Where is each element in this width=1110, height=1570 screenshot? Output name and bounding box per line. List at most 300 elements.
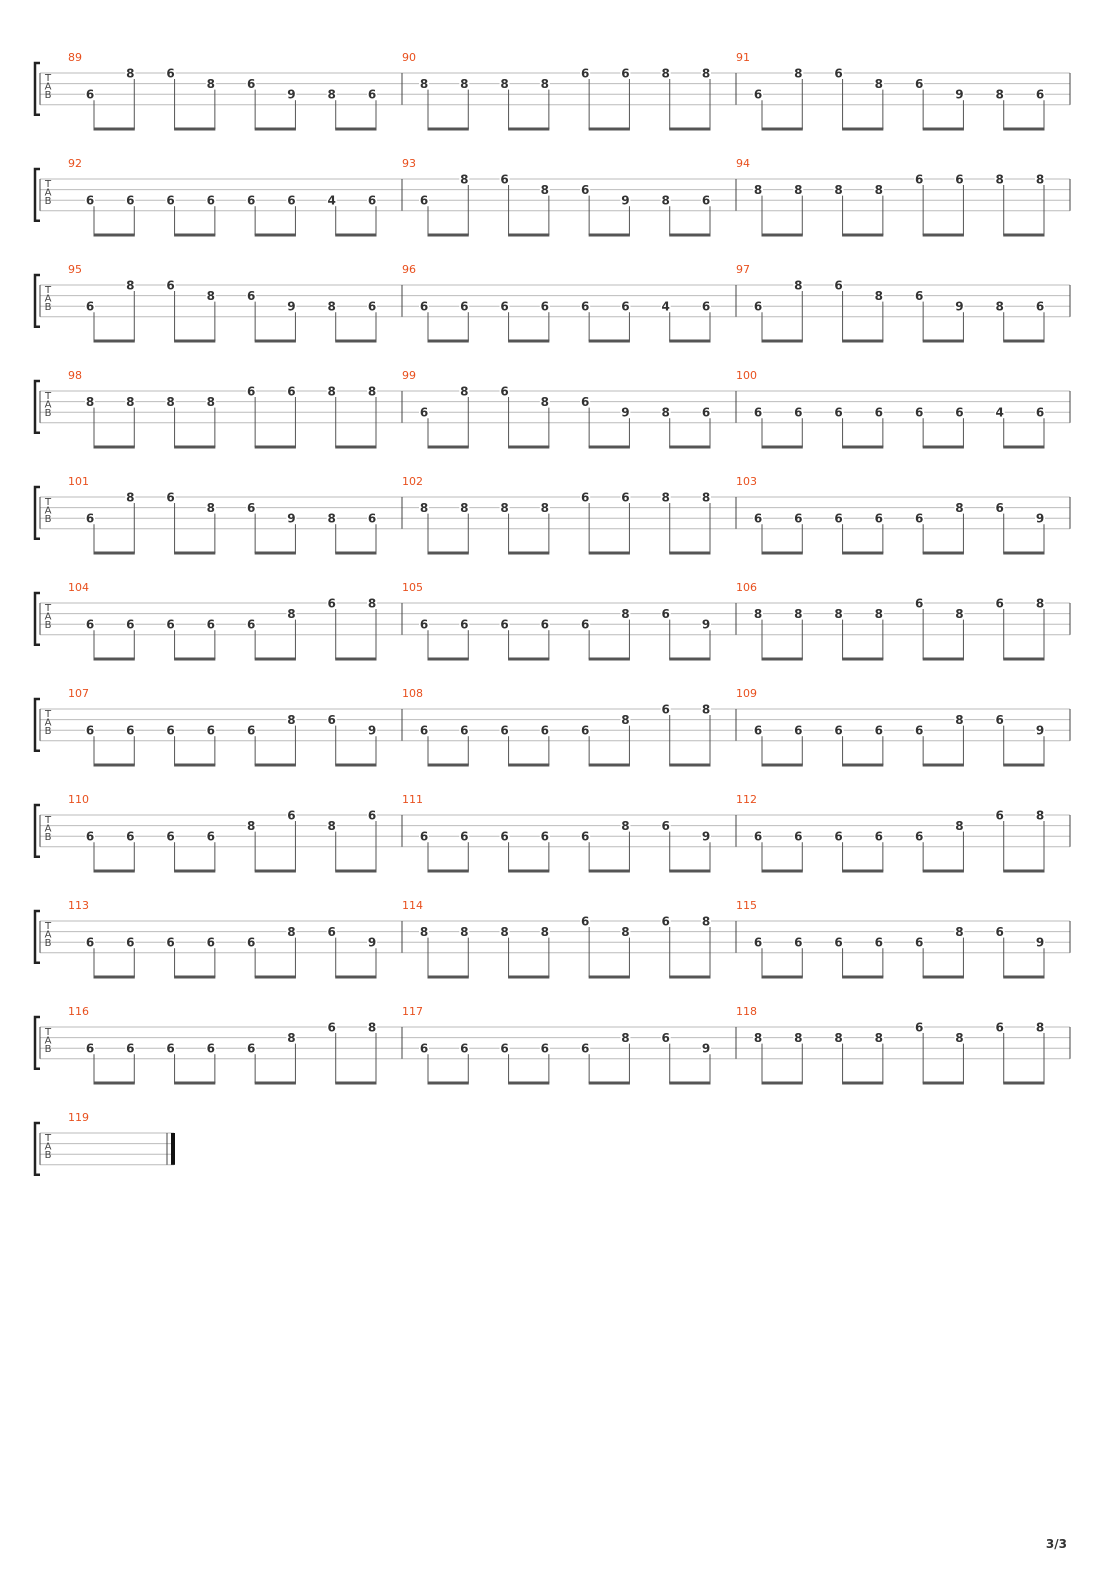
fret-number: 6: [287, 384, 296, 399]
note-beam: [94, 764, 135, 767]
note-beam: [94, 976, 135, 979]
fret-number: 6: [914, 935, 924, 950]
fret-number: 8: [287, 1031, 296, 1046]
fret-number: 6: [460, 723, 469, 738]
tab-clef-letter: T: [44, 391, 52, 402]
measure-number: 110: [68, 793, 89, 806]
fret-number: 6: [419, 193, 429, 208]
fret-number: 4: [995, 405, 1004, 420]
note-beam: [589, 764, 630, 767]
note-beam: [589, 870, 630, 873]
fret-number: 8: [661, 490, 670, 505]
fret-number: 6: [580, 183, 590, 198]
measure-number: 108: [402, 687, 423, 700]
note-beam: [174, 658, 215, 661]
fret-number: 6: [287, 808, 296, 823]
measure-number: 117: [402, 1005, 423, 1018]
fret-number: 8: [206, 77, 216, 92]
fret-number: 6: [580, 490, 590, 505]
fret-number: 6: [794, 935, 803, 950]
fret-number: 6: [834, 723, 843, 738]
fret-number: 8: [419, 77, 429, 92]
measure-number: 119: [68, 1111, 89, 1124]
fret-number: 8: [287, 925, 296, 940]
note-beam: [255, 1082, 296, 1085]
note-beam: [1003, 234, 1044, 237]
fret-number: 8: [126, 395, 135, 410]
note-beam: [1003, 870, 1044, 873]
note-beam: [589, 340, 630, 343]
note-beam: [762, 1082, 803, 1085]
fret-number: 6: [85, 617, 95, 632]
fret-number: 6: [874, 723, 884, 738]
fret-number: 9: [701, 617, 711, 632]
fret-number: 8: [500, 77, 509, 92]
tab-clef-letter: A: [44, 929, 52, 941]
note-beam: [255, 446, 296, 449]
note-beam: [174, 764, 215, 767]
fret-number: 9: [701, 829, 711, 844]
note-beam: [1003, 764, 1044, 767]
fret-number: 6: [1035, 87, 1045, 102]
note-beam: [669, 658, 710, 661]
fret-number: 6: [580, 395, 590, 410]
fret-number: 6: [580, 914, 590, 929]
fret-number: 6: [85, 299, 95, 314]
fret-number: 6: [753, 829, 763, 844]
fret-number: 8: [753, 183, 763, 198]
fret-number: 6: [661, 819, 670, 834]
fret-number: 8: [246, 819, 256, 834]
note-beam: [923, 128, 964, 131]
note-beam: [255, 658, 296, 661]
fret-number: 6: [85, 87, 95, 102]
note-beam: [589, 658, 630, 661]
fret-number: 8: [753, 1031, 763, 1046]
fret-number: 8: [874, 289, 884, 304]
note-beam: [669, 128, 710, 131]
measure-number: 118: [736, 1005, 757, 1018]
measure-number: 112: [736, 793, 757, 806]
measure-number: 106: [736, 581, 757, 594]
measure-number: 102: [402, 475, 423, 488]
fret-number: 6: [166, 935, 175, 950]
fret-number: 6: [85, 511, 95, 526]
fret-number: 6: [914, 77, 924, 92]
fret-number: 6: [246, 384, 256, 399]
note-beam: [174, 1082, 215, 1085]
note-beam: [923, 340, 964, 343]
fret-number: 8: [1035, 1020, 1045, 1035]
note-beam: [174, 340, 215, 343]
fret-number: 8: [1035, 596, 1045, 611]
fret-number: 6: [661, 607, 670, 622]
system-bracket: [35, 63, 40, 115]
fret-number: 6: [914, 405, 924, 420]
fret-number: 9: [621, 405, 630, 420]
fret-number: 8: [661, 405, 670, 420]
fret-number: 6: [166, 723, 175, 738]
fret-number: 6: [327, 925, 336, 940]
fret-number: 8: [1035, 808, 1045, 823]
note-beam: [94, 446, 135, 449]
note-beam: [508, 340, 549, 343]
measure-number: 114: [402, 899, 423, 912]
fret-number: 6: [540, 723, 550, 738]
fret-number: 8: [955, 607, 964, 622]
fret-number: 6: [246, 1041, 256, 1056]
fret-number: 9: [955, 87, 964, 102]
note-beam: [762, 446, 803, 449]
fret-number: 6: [1035, 299, 1045, 314]
note-beam: [669, 446, 710, 449]
fret-number: 6: [85, 935, 95, 950]
fret-number: 9: [621, 193, 630, 208]
fret-number: 6: [166, 1041, 175, 1056]
note-beam: [94, 234, 135, 237]
fret-number: 8: [753, 607, 763, 622]
fret-number: 6: [621, 66, 630, 81]
tab-clef-letter: A: [44, 717, 52, 729]
note-beam: [589, 1082, 630, 1085]
note-beam: [923, 234, 964, 237]
fret-number: 6: [874, 935, 884, 950]
tab-clef-letter: T: [44, 1027, 52, 1038]
measure-number: 113: [68, 899, 89, 912]
measure-number: 93: [402, 157, 416, 170]
fret-number: 8: [419, 501, 429, 516]
note-beam: [94, 658, 135, 661]
fret-number: 6: [419, 829, 429, 844]
note-beam: [255, 764, 296, 767]
fret-number: 8: [540, 183, 550, 198]
note-beam: [508, 870, 549, 873]
tab-clef-letter: B: [44, 620, 52, 631]
note-beam: [335, 658, 376, 661]
measure-number: 91: [736, 51, 750, 64]
tab-clef-letter: A: [44, 823, 52, 835]
tab-clef-letter: A: [44, 611, 52, 623]
fret-number: 6: [206, 935, 216, 950]
measure-number: 97: [736, 263, 750, 276]
measure-number: 101: [68, 475, 89, 488]
fret-number: 8: [794, 607, 803, 622]
note-beam: [335, 976, 376, 979]
fret-number: 6: [834, 935, 843, 950]
tab-clef-letter: T: [44, 603, 52, 614]
note-beam: [669, 340, 710, 343]
measure-number: 100: [736, 369, 757, 382]
tab-clef-letter: T: [44, 1133, 52, 1144]
fret-number: 6: [327, 1020, 336, 1035]
fret-number: 6: [206, 829, 216, 844]
tab-clef-letter: B: [44, 196, 52, 207]
fret-number: 6: [914, 596, 924, 611]
note-beam: [762, 234, 803, 237]
fret-number: 8: [834, 607, 843, 622]
note-beam: [335, 764, 376, 767]
fret-number: 8: [621, 713, 630, 728]
note-beam: [508, 446, 549, 449]
fret-number: 6: [955, 405, 964, 420]
fret-number: 8: [85, 395, 95, 410]
fret-number: 8: [621, 819, 630, 834]
fret-number: 6: [367, 808, 377, 823]
note-beam: [669, 976, 710, 979]
tab-clef-letter: B: [44, 938, 52, 949]
fret-number: 8: [701, 490, 711, 505]
tab-clef-letter: T: [44, 285, 52, 296]
note-beam: [335, 552, 376, 555]
fret-number: 8: [661, 66, 670, 81]
fret-number: 6: [166, 278, 175, 293]
fret-number: 6: [460, 829, 469, 844]
fret-number: 8: [701, 702, 711, 717]
fret-number: 6: [166, 617, 175, 632]
fret-number: 8: [126, 490, 135, 505]
fret-number: 6: [85, 1041, 95, 1056]
measure-number: 104: [68, 581, 89, 594]
fret-number: 8: [701, 66, 711, 81]
fret-number: 8: [287, 713, 296, 728]
system-bracket: [35, 699, 40, 751]
fret-number: 8: [661, 193, 670, 208]
note-beam: [255, 976, 296, 979]
fret-number: 6: [166, 193, 175, 208]
fret-number: 6: [246, 723, 256, 738]
fret-number: 6: [1035, 405, 1045, 420]
fret-number: 8: [460, 925, 469, 940]
fret-number: 8: [460, 384, 469, 399]
tab-clef-letter: B: [44, 726, 52, 737]
tab-clef-letter: A: [44, 1141, 52, 1153]
note-beam: [589, 234, 630, 237]
note-beam: [508, 552, 549, 555]
fret-number: 6: [500, 384, 509, 399]
tab-clef-letter: B: [44, 302, 52, 313]
fret-number: 9: [287, 87, 296, 102]
fret-number: 8: [955, 819, 964, 834]
fret-number: 8: [540, 501, 550, 516]
fret-number: 6: [834, 829, 843, 844]
page-number: 3/3: [1045, 1537, 1067, 1551]
note-beam: [428, 870, 469, 873]
fret-number: 6: [580, 617, 590, 632]
note-beam: [842, 340, 883, 343]
fret-number: 6: [580, 829, 590, 844]
fret-number: 6: [834, 278, 843, 293]
note-beam: [428, 234, 469, 237]
note-beam: [335, 870, 376, 873]
system-bracket: [35, 1123, 40, 1175]
note-beam: [923, 764, 964, 767]
note-beam: [923, 1082, 964, 1085]
note-beam: [255, 340, 296, 343]
fret-number: 9: [955, 299, 964, 314]
fret-number: 6: [914, 511, 924, 526]
note-beam: [174, 552, 215, 555]
fret-number: 6: [955, 172, 964, 187]
note-beam: [669, 764, 710, 767]
fret-number: 8: [874, 607, 884, 622]
fret-number: 6: [995, 925, 1004, 940]
fret-number: 9: [287, 299, 296, 314]
note-beam: [174, 128, 215, 131]
note-beam: [1003, 976, 1044, 979]
note-beam: [842, 764, 883, 767]
fret-number: 8: [500, 925, 509, 940]
note-beam: [428, 764, 469, 767]
fret-number: 6: [834, 511, 843, 526]
fret-number: 8: [367, 596, 377, 611]
note-beam: [255, 128, 296, 131]
note-beam: [669, 234, 710, 237]
system-bracket: [35, 1017, 40, 1069]
fret-number: 6: [914, 723, 924, 738]
fret-number: 6: [914, 1020, 924, 1035]
fret-number: 6: [580, 66, 590, 81]
fret-number: 6: [794, 405, 803, 420]
tab-clef-letter: T: [44, 73, 52, 84]
fret-number: 6: [500, 829, 509, 844]
note-beam: [428, 446, 469, 449]
tab-clef-letter: B: [44, 90, 52, 101]
fret-number: 9: [1035, 935, 1045, 950]
tab-clef-letter: A: [44, 399, 52, 411]
fret-number: 6: [246, 77, 256, 92]
fret-number: 6: [500, 723, 509, 738]
system-bracket: [35, 381, 40, 433]
fret-number: 8: [206, 395, 216, 410]
fret-number: 8: [166, 395, 175, 410]
fret-number: 6: [995, 596, 1004, 611]
measure-number: 99: [402, 369, 416, 382]
fret-number: 6: [166, 829, 175, 844]
note-beam: [428, 128, 469, 131]
tab-clef-letter: T: [44, 815, 52, 826]
fret-number: 8: [621, 1031, 630, 1046]
fret-number: 8: [794, 66, 803, 81]
note-beam: [842, 552, 883, 555]
tab-clef-letter: T: [44, 709, 52, 720]
fret-number: 6: [166, 490, 175, 505]
measure-number: 98: [68, 369, 82, 382]
fret-number: 8: [794, 278, 803, 293]
fret-number: 6: [834, 66, 843, 81]
fret-number: 6: [460, 299, 469, 314]
system-bracket: [35, 275, 40, 327]
fret-number: 8: [460, 77, 469, 92]
fret-number: 8: [540, 925, 550, 940]
note-beam: [508, 976, 549, 979]
tab-clef-letter: T: [44, 921, 52, 932]
note-beam: [428, 976, 469, 979]
fret-number: 6: [419, 1041, 429, 1056]
fret-number: 6: [126, 617, 135, 632]
fret-number: 6: [874, 405, 884, 420]
fret-number: 6: [753, 511, 763, 526]
fret-number: 6: [206, 723, 216, 738]
fret-number: 6: [246, 935, 256, 950]
fret-number: 6: [85, 723, 95, 738]
fret-number: 8: [955, 713, 964, 728]
fret-number: 6: [419, 299, 429, 314]
fret-number: 9: [1035, 511, 1045, 526]
tab-clef-letter: A: [44, 505, 52, 517]
note-beam: [669, 552, 710, 555]
fret-number: 6: [621, 490, 630, 505]
fret-number: 6: [500, 299, 509, 314]
system-bracket: [35, 911, 40, 963]
note-beam: [1003, 552, 1044, 555]
fret-number: 8: [419, 925, 429, 940]
note-beam: [508, 764, 549, 767]
fret-number: 6: [995, 501, 1004, 516]
tab-clef-letter: T: [44, 179, 52, 190]
note-beam: [589, 446, 630, 449]
fret-number: 6: [419, 723, 429, 738]
fret-number: 8: [540, 77, 550, 92]
measure-number: 94: [736, 157, 750, 170]
fret-number: 8: [367, 1020, 377, 1035]
fret-number: 6: [580, 1041, 590, 1056]
fret-number: 8: [327, 819, 336, 834]
note-beam: [762, 552, 803, 555]
fret-number: 8: [327, 87, 336, 102]
tab-clef-letter: A: [44, 81, 52, 93]
fret-number: 8: [794, 1031, 803, 1046]
note-beam: [842, 128, 883, 131]
fret-number: 6: [753, 405, 763, 420]
note-beam: [762, 870, 803, 873]
note-beam: [842, 976, 883, 979]
fret-number: 6: [794, 723, 803, 738]
fret-number: 6: [701, 405, 711, 420]
note-beam: [174, 234, 215, 237]
fret-number: 6: [874, 829, 884, 844]
note-beam: [508, 234, 549, 237]
fret-number: 8: [206, 501, 216, 516]
note-beam: [1003, 128, 1044, 131]
tab-clef-letter: A: [44, 1035, 52, 1047]
fret-number: 6: [327, 713, 336, 728]
note-beam: [923, 552, 964, 555]
fret-number: 6: [419, 405, 429, 420]
fret-number: 8: [500, 501, 509, 516]
note-beam: [923, 446, 964, 449]
fret-number: 6: [794, 829, 803, 844]
note-beam: [94, 340, 135, 343]
fret-number: 8: [834, 183, 843, 198]
fret-number: 6: [540, 617, 550, 632]
note-beam: [762, 658, 803, 661]
note-beam: [842, 446, 883, 449]
measure-number: 89: [68, 51, 82, 64]
fret-number: 6: [126, 723, 135, 738]
fret-number: 6: [701, 193, 711, 208]
fret-number: 6: [540, 829, 550, 844]
fret-number: 6: [500, 617, 509, 632]
fret-number: 6: [701, 299, 711, 314]
fret-number: 8: [621, 607, 630, 622]
measure-number: 107: [68, 687, 89, 700]
fret-number: 9: [367, 935, 377, 950]
fret-number: 6: [246, 617, 256, 632]
fret-number: 9: [701, 1041, 711, 1056]
fret-number: 6: [500, 172, 509, 187]
note-beam: [589, 128, 630, 131]
fret-number: 6: [834, 405, 843, 420]
